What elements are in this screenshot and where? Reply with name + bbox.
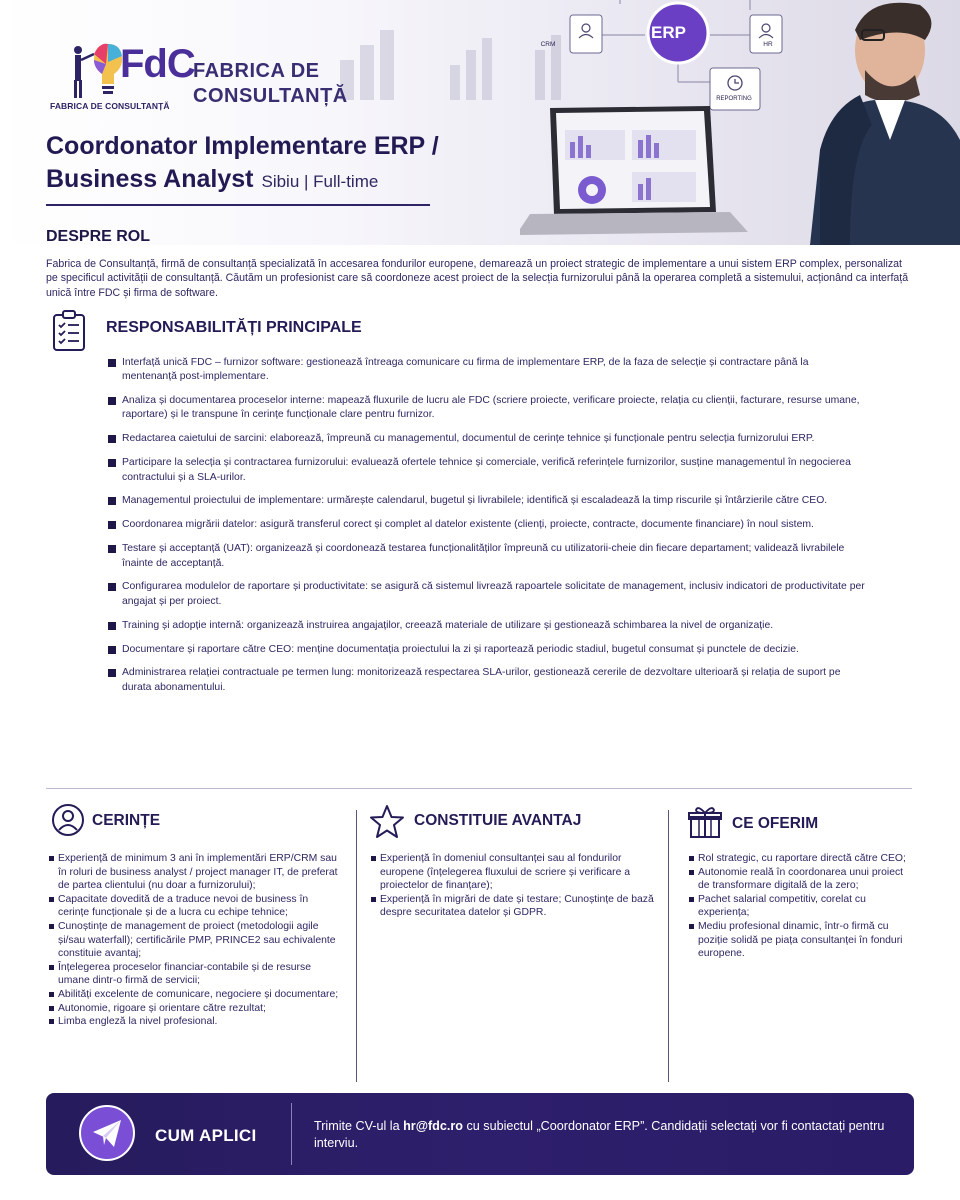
hr-node-label: HR bbox=[763, 41, 773, 48]
requirements-list bbox=[48, 852, 340, 1029]
offer-list bbox=[688, 852, 914, 961]
paper-plane-icon bbox=[79, 1105, 135, 1161]
clipboard-checklist-icon bbox=[52, 310, 86, 352]
job-title-line1: Coordonator Implementare ERP / bbox=[46, 132, 439, 160]
advantages-list bbox=[370, 852, 654, 920]
apply-heading: CUM APLICI bbox=[155, 1126, 257, 1145]
hero-banner bbox=[0, 0, 960, 245]
offer-heading: CE OFERIM bbox=[732, 815, 819, 832]
list-item: Managementul proiectului de implementare: urmărește calendarul, bugetul și livrabilele; identifică și escaladează la timp riscurile și întârzierile către CEO. bbox=[106, 494, 866, 508]
apply-divider bbox=[291, 1103, 292, 1165]
erp-node-label: ERP bbox=[651, 23, 686, 42]
responsibilities-list bbox=[106, 356, 866, 705]
list-item: Abilități excelente de comunicare, negociere și documentare; bbox=[48, 988, 340, 1002]
list-item: Experiență în domeniul consultanței sau al fondurilor europene (înțelegerea fluxului de scriere și verificare a proiectelor de finanțare); bbox=[370, 852, 654, 893]
reporting-node-label: REPORTING bbox=[716, 96, 752, 102]
list-item: Testare și acceptanță (UAT): organizează și coordonează testarea funcționalităților împreună cu utilizatorii-cheie din fiecare departament; validează livrabilele înainte de acceptanță. bbox=[106, 542, 866, 571]
list-item: Experiență de minimum 3 ani în implementări ERP/CRM sau în roluri de business analyst / project manager IT, de preferat de partea clientului (nu doar a furnizorului); bbox=[48, 852, 340, 893]
list-item: Redactarea caietului de sarcini: elaborează, împreună cu managementul, documentul de cerințe tehnice și funcționale pentru selecția furnizorului ERP. bbox=[106, 432, 866, 446]
about-heading: DESPRE ROL bbox=[46, 228, 151, 245]
gift-icon bbox=[688, 805, 722, 839]
requirements-heading: CERINȚE bbox=[92, 812, 161, 829]
apply-instructions: Trimite CV-ul la hr@fdc.ro cu subiectul „Coordonator ERP”. Candidații selectați vor fi contactați pentru interviu. bbox=[314, 1119, 885, 1150]
list-item: Limba engleză la nivel profesional. bbox=[48, 1015, 340, 1029]
erp-office-illustration bbox=[520, 0, 960, 245]
title-divider bbox=[46, 204, 430, 206]
star-icon bbox=[368, 803, 406, 841]
job-title bbox=[46, 130, 439, 198]
advantages-heading: CONSTITUIE AVANTAJ bbox=[414, 812, 582, 829]
logo-subtitle: FABRICA DE CONSULTANȚĂ bbox=[50, 101, 170, 111]
list-item: Rol strategic, cu raportare directă către CEO; bbox=[688, 852, 914, 866]
list-item: Administrarea relației contractuale pe termen lung: monitorizează respectarea SLA-urilor, gestionează cererile de dezvoltare ulterioară și relația de suport pe durata abonamentului. bbox=[106, 666, 866, 695]
user-icon bbox=[51, 803, 85, 837]
section-divider bbox=[46, 788, 912, 789]
list-item: Analiza și documentarea proceselor interne: mapează fluxurile de lucru ale FDC (scriere proiecte, verificare proiecte, relația cu clienții, facturare, resurse umane, raportare) și le transpune în cerințe funcționale clare pentru furnizor. bbox=[106, 394, 866, 423]
list-item: Experiență în migrări de date și testare; Cunoștințe de bază despre securitatea datelor și GDPR. bbox=[370, 893, 654, 920]
list-item: Autonomie reală în coordonarea unui proiect de transformare digitală de la zero; bbox=[688, 866, 914, 893]
crm-node-label: CRM bbox=[540, 41, 556, 48]
column-divider bbox=[356, 810, 357, 1082]
job-title-line2: Business Analyst bbox=[46, 165, 254, 193]
list-item: Cunoștințe de management de proiect (metodologii agile și/sau waterfall); certificările PMP, PRINCE2 sau echivalente constituie avantaj; bbox=[48, 920, 340, 961]
apply-banner bbox=[46, 1093, 914, 1175]
responsibilities-heading: RESPONSABILITĂȚI PRINCIPALE bbox=[106, 319, 362, 336]
about-text: Fabrica de Consultanță, firmă de consultanță specializată în accesarea fondurilor europene, demarează un proiect strategic de implementare a unui sistem ERP complex, personalizat pe specificul activității de consultanță. Căutăm un profesionist care să coordoneze acest proiect de la selecția furnizorului până la operarea completă a sistemului, acționând ca interfață unică între FDC și firma de software. bbox=[46, 258, 909, 299]
list-item: Participare la selecția și contractarea furnizorului: evaluează ofertele tehnice și comerciale, verifică referințele furnizorilor, susține managementul în negocierea contractului și a SLA-urilor. bbox=[106, 456, 866, 485]
list-item: Coordonarea migrării datelor: asigură transferul corect și complet al datelor existente (clienți, proiecte, contracte, documente financiare) în noul sistem. bbox=[106, 518, 866, 532]
list-item: Documentare și raportare către CEO: menține documentația proiectului la zi și raportează periodic stadiul, bugetul consumat și punctele de decizie. bbox=[106, 643, 866, 657]
list-item: Pachet salarial competitiv, corelat cu experiența; bbox=[688, 893, 914, 920]
brand-name-line1: FABRICA DE bbox=[193, 60, 320, 82]
logo-wordmark: FdC bbox=[120, 42, 195, 86]
list-item: Configurarea modulelor de raportare și productivitate: se asigură că sistemul livrează rapoartele solicitate de management, inclusiv indicatori de productivitate per angajat și per proiect. bbox=[106, 580, 866, 609]
job-location-type: Sibiu | Full-time bbox=[261, 172, 379, 191]
apply-email-link[interactable]: hr@fdc.ro bbox=[403, 1119, 463, 1133]
list-item: Autonomie, rigoare și orientare către rezultat; bbox=[48, 1002, 340, 1016]
list-item: Training și adopție internă: organizează instruirea angajaților, creează materiale de utilizare și gestionează schimbarea la nivel de organizație. bbox=[106, 619, 866, 633]
list-item: Interfață unică FDC – furnizor software: gestionează întreaga comunicare cu firma de implementare ERP, de la faza de selecție și contractare până la mentenanță post-implementare. bbox=[106, 356, 866, 385]
list-item: Mediu profesional dinamic, într-o firmă cu poziție solidă pe piața consultanței în fonduri europene. bbox=[688, 920, 914, 961]
brand-name-line2: CONSULTANȚĂ bbox=[193, 85, 348, 107]
column-divider bbox=[668, 810, 669, 1082]
list-item: Înțelegerea proceselor financiar-contabile și de resurse umane dintr-o firmă de servicii; bbox=[48, 961, 340, 988]
brand-name bbox=[193, 59, 348, 109]
list-item: Capacitate dovedită de a traduce nevoi de business în cerințe funcționale și de a lucra cu echipe tehnice; bbox=[48, 893, 340, 920]
